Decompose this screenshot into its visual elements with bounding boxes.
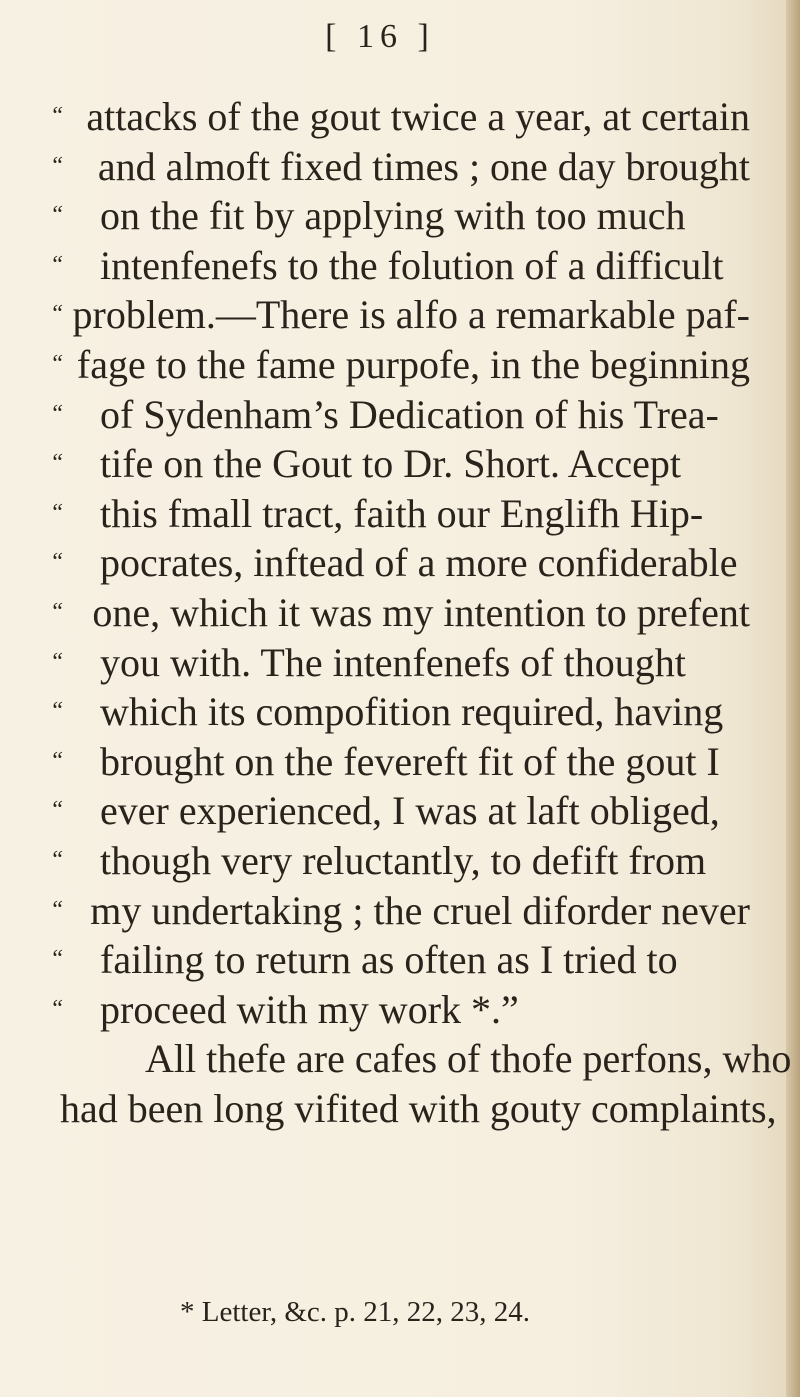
quote-mark: “ <box>50 301 64 328</box>
quoted-line <box>50 340 750 390</box>
quoted-line-text: fage to the fame purpofe, in the beginning <box>76 341 750 387</box>
quote-mark: “ <box>50 648 64 675</box>
quoted-line <box>50 935 750 985</box>
quoted-line-text: of Sydenham’s Dedication of his Trea- <box>100 391 719 437</box>
quoted-passage <box>50 92 750 1034</box>
quoted-line-text: my undertaking ; the cruel diforder never <box>90 887 750 933</box>
quote-mark: “ <box>50 499 64 526</box>
quoted-line <box>50 786 750 836</box>
quoted-line-text: ever experienced, I was at laft obliged, <box>100 788 720 834</box>
quoted-line-text: which its compofition required, having <box>100 689 724 735</box>
quoted-line-text: proceed with my work *.” <box>100 986 519 1032</box>
quoted-line <box>50 142 750 192</box>
paragraph-line: had been long vifited with gouty complaints, <box>60 1085 777 1131</box>
quote-mark: “ <box>50 152 64 179</box>
quote-mark: “ <box>50 995 64 1022</box>
quoted-line-text: pocrates, inftead of a more confiderable <box>100 540 738 586</box>
quoted-line-text: tife on the Gout to Dr. Short. Accept <box>100 441 682 487</box>
quote-mark: “ <box>50 251 64 278</box>
quoted-line-text: one, which it was my intention to prefent <box>92 589 750 635</box>
quoted-line <box>50 191 750 241</box>
page-edge <box>786 0 800 1397</box>
quote-mark: “ <box>50 450 64 477</box>
quoted-line <box>50 886 750 936</box>
quote-mark: “ <box>50 896 64 923</box>
quoted-line <box>50 538 750 588</box>
page-number: [ 16 ] <box>325 18 435 55</box>
quote-mark: “ <box>50 946 64 973</box>
quoted-line <box>50 290 750 340</box>
text-body <box>50 92 792 1133</box>
quoted-line-text: problem.—There is alfo a remarkable paf- <box>72 292 750 338</box>
quote-mark: “ <box>50 350 64 377</box>
quoted-line <box>50 390 750 440</box>
quoted-line-text: though very reluctantly, to defift from <box>100 837 707 883</box>
quoted-line <box>50 687 750 737</box>
quoted-line-text: brought on the fevereft fit of the gout I <box>100 738 720 784</box>
quoted-line <box>50 439 750 489</box>
paragraph-line: All thefe are cafes of thofe perfons, who <box>145 1036 792 1082</box>
quoted-line-text: and almoft fixed times ; one day brought <box>97 143 750 189</box>
quoted-line <box>50 92 750 142</box>
quote-mark: “ <box>50 103 64 129</box>
quoted-line <box>50 489 750 539</box>
quoted-line-text: on the fit by applying with too much <box>100 193 686 239</box>
quoted-line-text: this fmall tract, faith our Englifh Hip- <box>100 490 704 536</box>
quote-mark: “ <box>50 202 64 229</box>
quote-mark: “ <box>50 846 64 873</box>
quoted-line <box>50 985 750 1035</box>
quote-mark: “ <box>50 797 64 824</box>
quote-mark: “ <box>50 698 64 725</box>
quote-mark: “ <box>50 400 64 427</box>
quoted-line <box>50 588 750 638</box>
quoted-line <box>50 737 750 787</box>
footnote: * Letter, &c. p. 21, 22, 23, 24. <box>180 1296 530 1328</box>
quoted-line-text: you with. The intenfenefs of thought <box>100 639 686 685</box>
quoted-line <box>50 638 750 688</box>
quoted-line-text: attacks of the gout twice a year, at certain <box>86 94 750 139</box>
quote-mark: “ <box>50 549 64 576</box>
quoted-line <box>50 836 750 886</box>
quote-mark: “ <box>50 598 64 625</box>
quoted-line <box>50 241 750 291</box>
quoted-line-text: failing to return as often as I tried to <box>100 937 678 983</box>
quote-mark: “ <box>50 747 64 774</box>
quoted-line-text: intenfenefs to the folution of a difficult <box>100 242 724 288</box>
